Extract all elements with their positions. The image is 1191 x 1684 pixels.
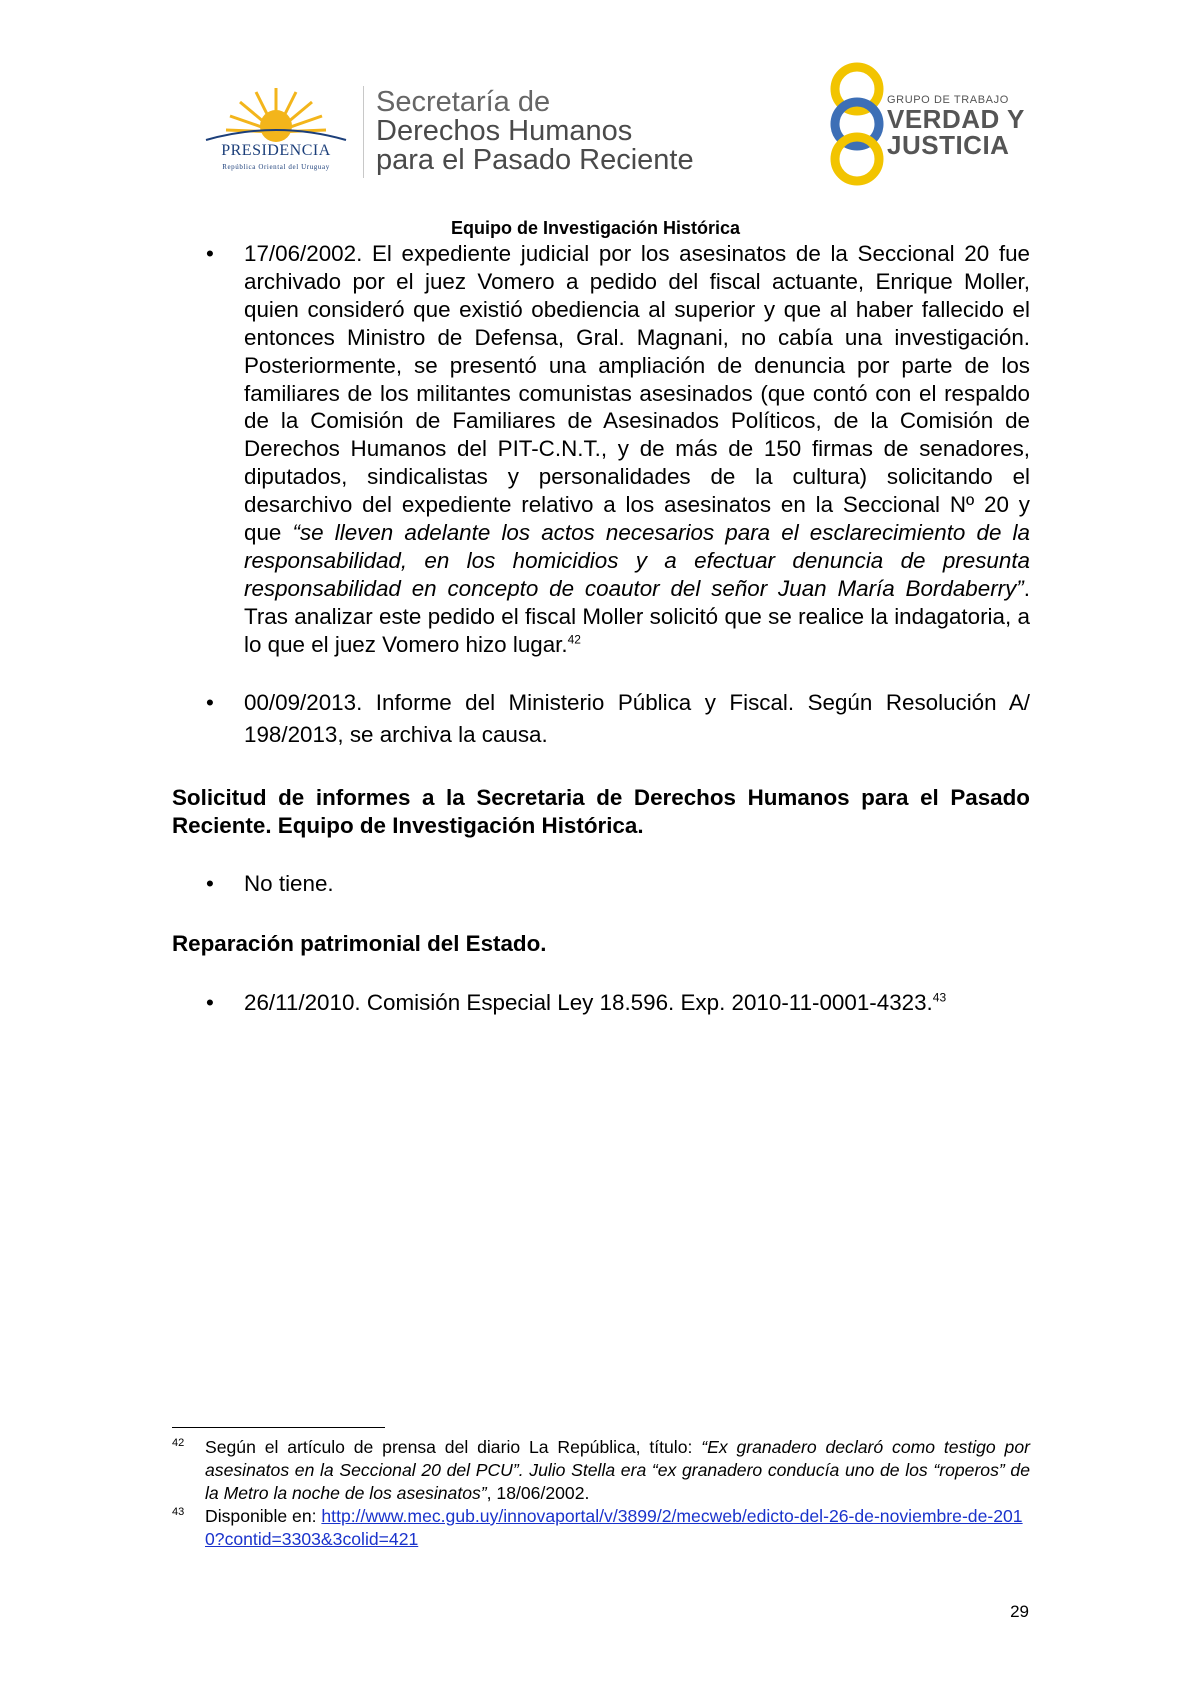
bullet: • — [206, 990, 214, 1016]
footnote-43 — [172, 1505, 1030, 1551]
grupo-trabajo-title — [887, 94, 1025, 158]
item-text: 17/06/2002. El expediente judicial por los asesinatos de la Seccional 20 fue archivado por el juez Vomero a pedido del fiscal actuante, Enrique Moller, quien consideró que existió obediencia al superior y que al haber fallecido el entonces Ministro de Defensa, Gral. Magnani, no cabía una investigación. Posteriormente, se presentó una ampliación de denuncia por parte de los familiares de los militantes comunistas asesinados (que contó con el respaldo de la Comisión de Familiares de Asesinados Políticos, de la Comisión de Derechos Humanos del PIT-C.N.T., y de más de 150 firmas de senadores, diputados, sindicalistas y personalidades de la cultura) solicitando el desarchivo del expediente relativo a los asesinatos en la Seccional Nº 20 y que — [244, 241, 1030, 546]
list-item-2013 — [172, 687, 1030, 751]
footnote-separator — [172, 1427, 385, 1428]
footnotes — [172, 1436, 1030, 1551]
presidencia-subtitle: República Oriental del Uruguay — [222, 163, 330, 171]
footnote-link[interactable]: http://www.mec.gub.uy/innovaportal/v/3899/2/mecweb/edicto-del-26-de-noviembre-de-2010?contid=3303&3colid=421 — [205, 1506, 1023, 1549]
grupo-trabajo-label: GRUPO DE TRABAJO — [887, 94, 1009, 106]
bullet: • — [206, 689, 214, 715]
footnote-text-end: , 18/06/2002. — [486, 1483, 590, 1503]
bullet: • — [206, 871, 214, 897]
footnote-ref-43[interactable]: 43 — [932, 990, 947, 1005]
secretaria-line3: para el Pasado Reciente — [376, 144, 694, 176]
section-heading-reparacion: Reparación patrimonial del Estado. — [172, 931, 547, 957]
list-item-2002 — [172, 240, 1030, 659]
team-title: Equipo de Investigación Histórica — [450, 218, 741, 238]
bullet: • — [206, 241, 214, 266]
footnote-ref-42[interactable]: 42 — [567, 632, 581, 647]
secretaria-line1: Secretaría de — [376, 86, 551, 118]
footnote-number: 42 — [172, 1437, 185, 1449]
footnote-42 — [172, 1436, 1030, 1505]
list-item-no-tiene — [172, 870, 1030, 898]
section-heading-solicitud: Solicitud de informes a la Secretaria de Derechos Humanos para el Pasado Reciente. Equipo de Investigación Histórica. — [172, 784, 1030, 838]
footnote-number: 43 — [172, 1506, 185, 1518]
item-text: 26/11/2010. Comisión Especial Ley 18.596. Exp. 2010-11-0001-4323. — [244, 990, 933, 1016]
item-text-end: . Tras analizar este pedido el fiscal Moller solicitó que se realice la indagatoria, a lo que el juez Vomero hizo lugar. — [244, 575, 1030, 657]
footnote-text: Disponible en: — [205, 1506, 322, 1526]
page-header — [0, 0, 1191, 238]
footnote-text: Según el artículo de prensa del diario La República, título: — [205, 1437, 702, 1457]
secretaria-title — [376, 88, 694, 175]
footnote-italic: “Ex granadero declaró como testigo por asesinatos en la Seccional 20 del PCU”. Julio Stella era “ex granadero conducía uno de los “roperos” de la Metro la noche de los asesinatos” — [205, 1437, 1030, 1503]
item-quote: “se lleven adelante los actos necesarios para el esclarecimiento de la responsabilidad, en los homicidios y a efectuar denuncia de presunta responsabilidad en concepto de coautor del señor Juan María Bordaberry” — [244, 520, 1030, 601]
justicia-label: JUSTICIA — [887, 130, 1010, 160]
document-body — [172, 240, 1030, 1017]
header-divider — [363, 86, 364, 178]
verdad-label: VERDAD Y — [887, 104, 1025, 134]
secretaria-line2: Derechos Humanos — [376, 115, 633, 147]
item-text: 00/09/2013. Informe del Ministerio Pública y Fiscal. Según Resolución A/ 198/2013, se archiva la causa. — [244, 689, 1030, 747]
page-number: 29 — [1010, 1602, 1029, 1621]
presidencia-name: PRESIDENCIA — [221, 142, 331, 159]
list-item-2010 — [172, 989, 1030, 1017]
item-text: No tiene. — [244, 871, 334, 897]
